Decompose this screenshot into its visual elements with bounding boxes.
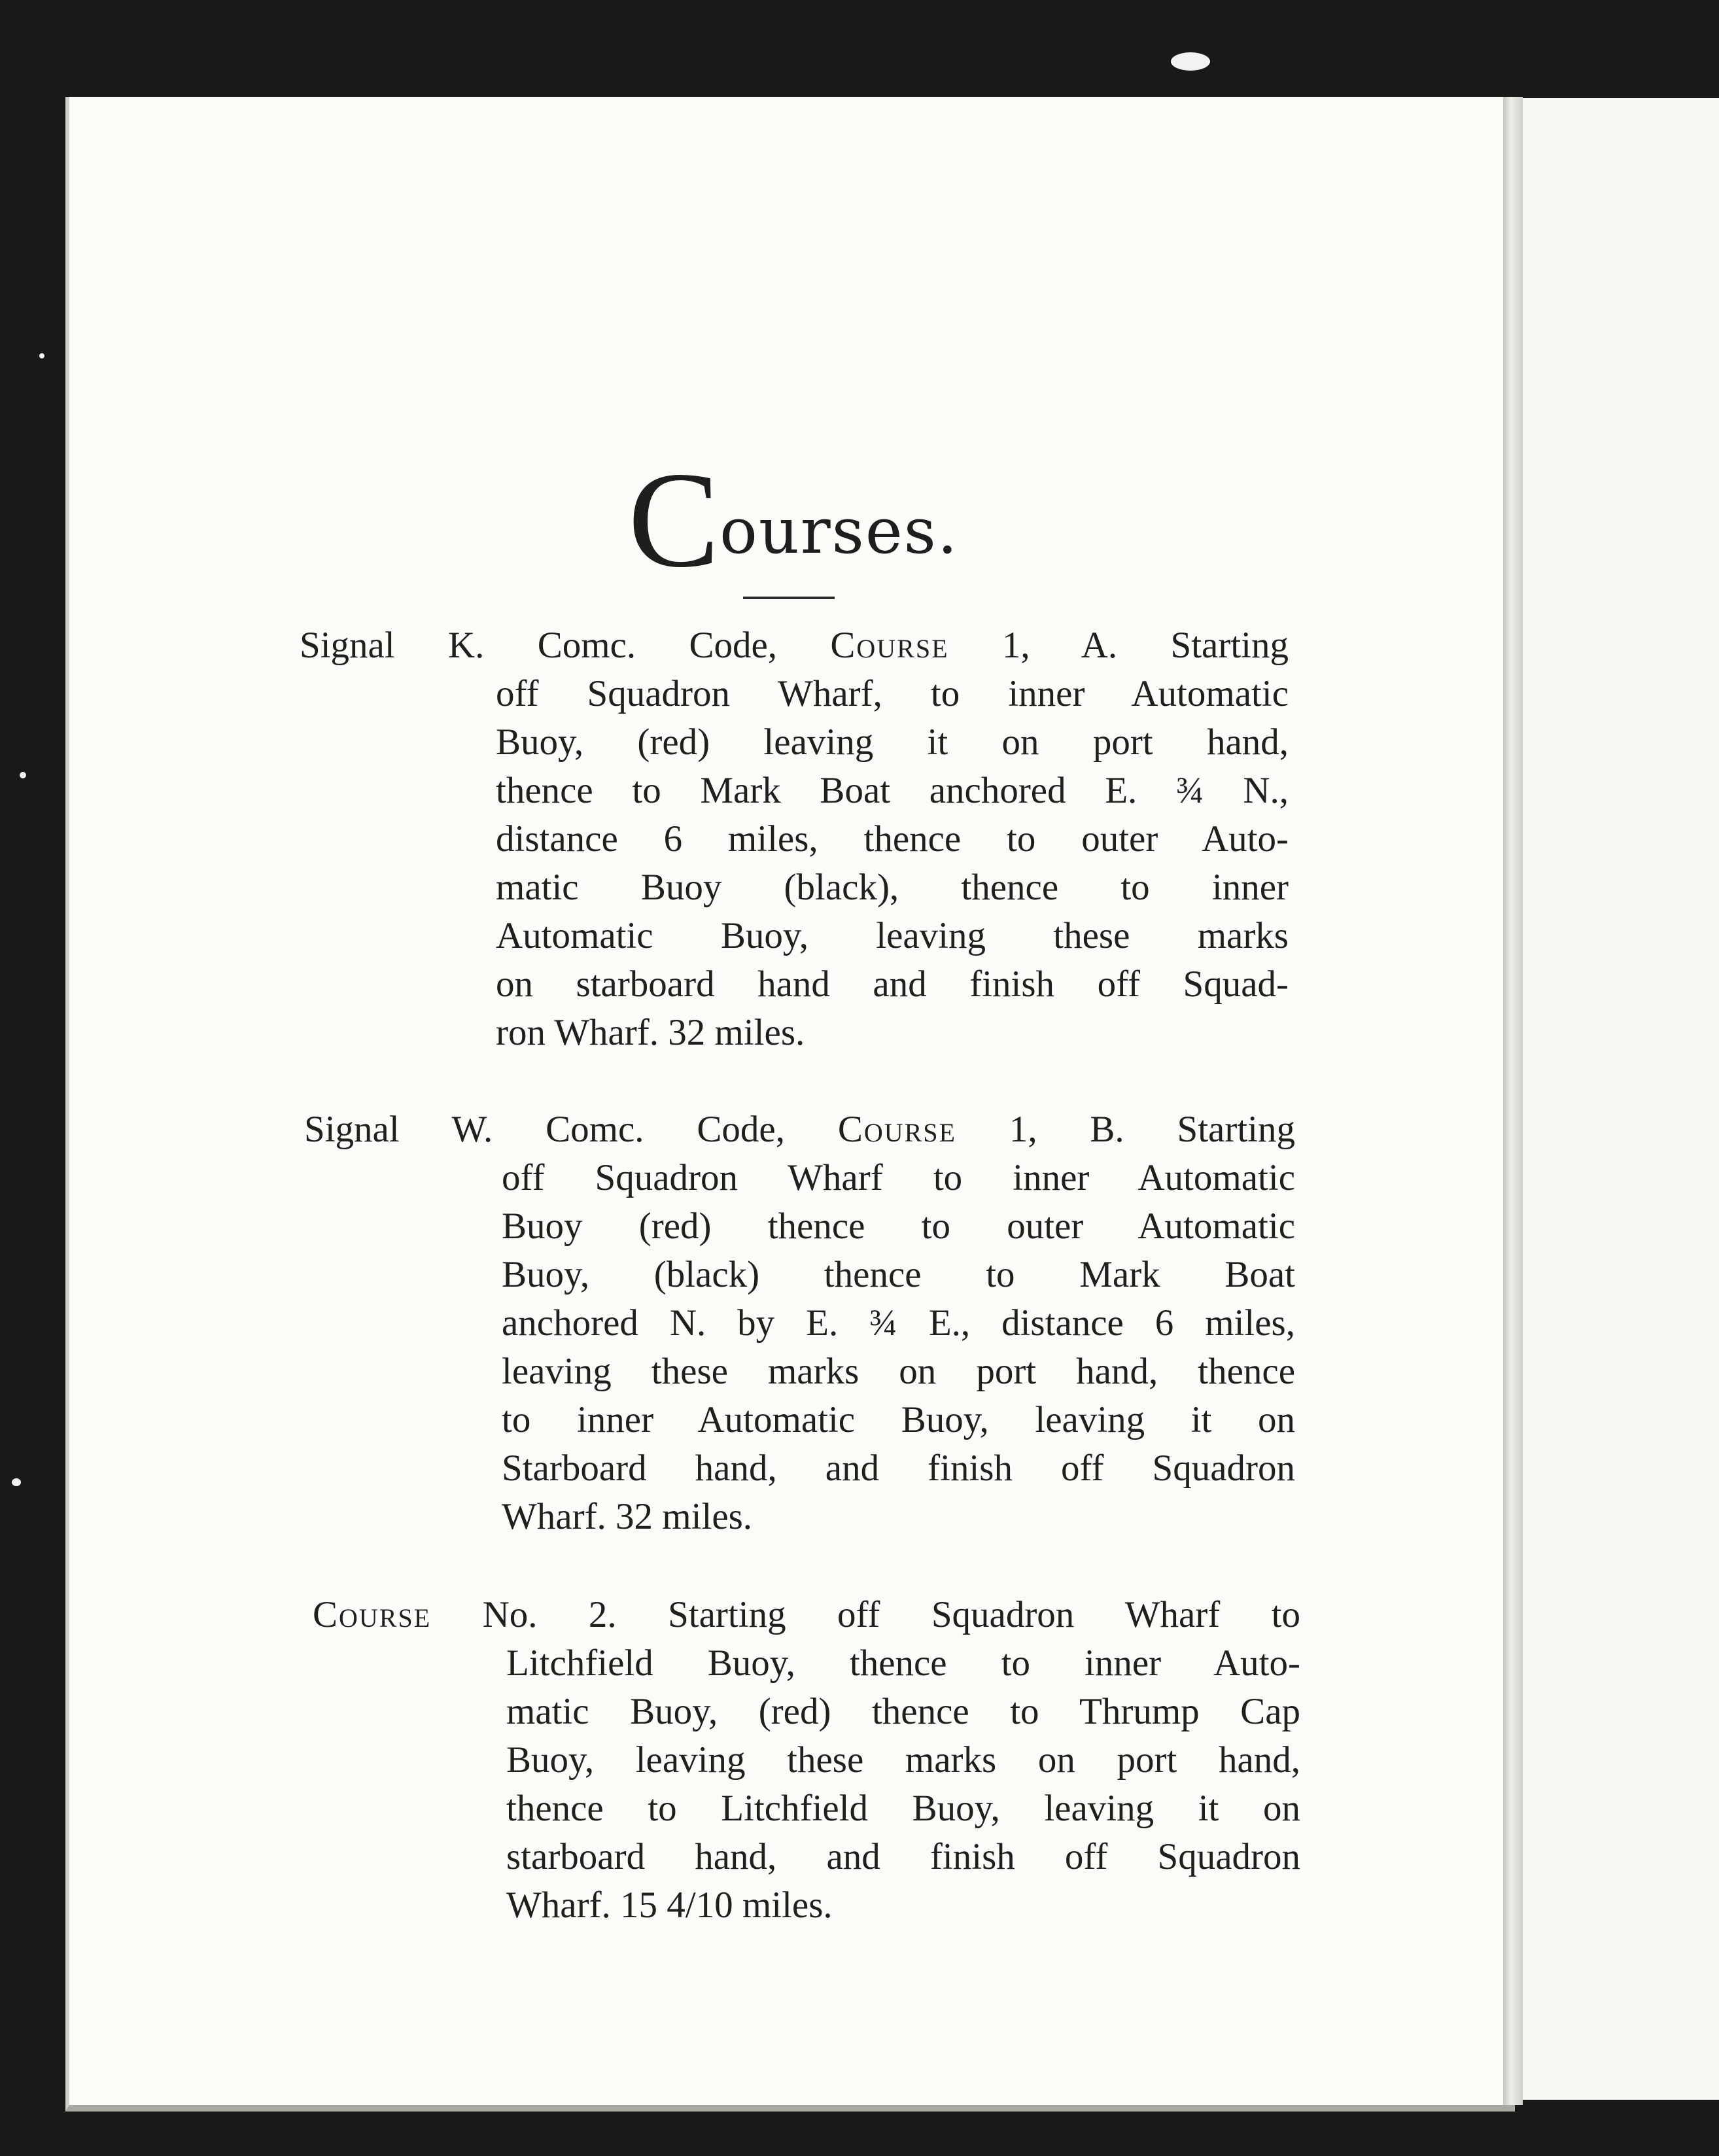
scan-speck — [1171, 52, 1210, 71]
entry-line: ron Wharf. 32 miles. — [496, 1012, 805, 1053]
signal-label: Signal K. — [300, 625, 485, 666]
entry-line: thence to Mark Boat anchored E. ¾ N., — [496, 770, 1289, 811]
code-label: Comc. Code, — [537, 625, 778, 666]
entry-body — [502, 1154, 1295, 1541]
entry-line: Buoy (red) thence to outer Automatic — [502, 1206, 1295, 1247]
entry-line: Automatic Buoy, leaving these marks — [496, 915, 1289, 956]
entry-line: to inner Automatic Buoy, leaving it on — [502, 1399, 1295, 1440]
title-rest: ourses. — [720, 495, 959, 568]
course-id: No. 2. — [482, 1594, 617, 1635]
entry-first-line — [313, 1591, 1300, 1639]
course-id: 1, B. — [1009, 1109, 1124, 1150]
course-label: Course — [837, 1109, 956, 1150]
entry-line: anchored N. by E. ¾ E., distance 6 miles, — [502, 1302, 1295, 1344]
course-entry-signal-k — [300, 621, 1289, 1057]
entry-line: starboard hand, and finish off Squadron — [506, 1836, 1300, 1877]
entry-line: matic Buoy (black), thence to inner — [496, 867, 1289, 908]
facing-page-edge — [1523, 98, 1719, 2100]
entry-first-line — [304, 1105, 1295, 1154]
entry-line: thence to Litchfield Buoy, leaving it on — [506, 1788, 1300, 1829]
entry-line: matic Buoy, (red) thence to Thrump Cap — [506, 1691, 1300, 1732]
entry-line: Wharf. 15 4/10 miles. — [506, 1885, 833, 1926]
title-initial: C — [628, 444, 720, 596]
course-label: Course — [830, 625, 949, 666]
entry-line: on starboard hand and finish off Squad- — [496, 964, 1289, 1005]
entry-first-line — [300, 621, 1289, 670]
entry-body — [496, 670, 1289, 1057]
entry-line: off Squadron Wharf, to inner Automatic — [496, 673, 1289, 714]
code-label: Comc. Code, — [546, 1109, 785, 1150]
book-gutter — [1503, 97, 1523, 2105]
scan-speck — [20, 772, 26, 778]
course-entry-signal-w — [304, 1105, 1295, 1541]
entry-body — [506, 1639, 1300, 1930]
course-label: Course — [313, 1594, 432, 1635]
first-line-tail: Starting — [1177, 1109, 1296, 1150]
course-entry-no-2 — [313, 1591, 1300, 1930]
entry-line: Starboard hand, and finish off Squadron — [502, 1448, 1295, 1489]
entry-line: Litchfield Buoy, thence to inner Auto- — [506, 1643, 1300, 1684]
course-id: 1, A. — [1001, 625, 1118, 666]
scan-speck — [39, 353, 44, 358]
entry-line: Buoy, leaving these marks on port hand, — [506, 1739, 1300, 1781]
title-rule — [743, 597, 835, 599]
page-title — [628, 444, 959, 596]
entry-line: distance 6 miles, thence to outer Auto- — [496, 818, 1289, 860]
signal-label: Signal W. — [304, 1109, 493, 1150]
first-line-tail: Starting off Squadron Wharf to — [668, 1594, 1301, 1635]
entry-line: Buoy, (black) thence to Mark Boat — [502, 1254, 1295, 1295]
entry-line: Wharf. 32 miles. — [502, 1496, 753, 1537]
entry-line: off Squadron Wharf to inner Automatic — [502, 1157, 1295, 1198]
entry-line: Buoy, (red) leaving it on port hand, — [496, 722, 1289, 763]
first-line-tail: Starting — [1170, 625, 1289, 666]
scan-speck — [12, 1478, 21, 1486]
entry-line: leaving these marks on port hand, thence — [502, 1351, 1295, 1392]
